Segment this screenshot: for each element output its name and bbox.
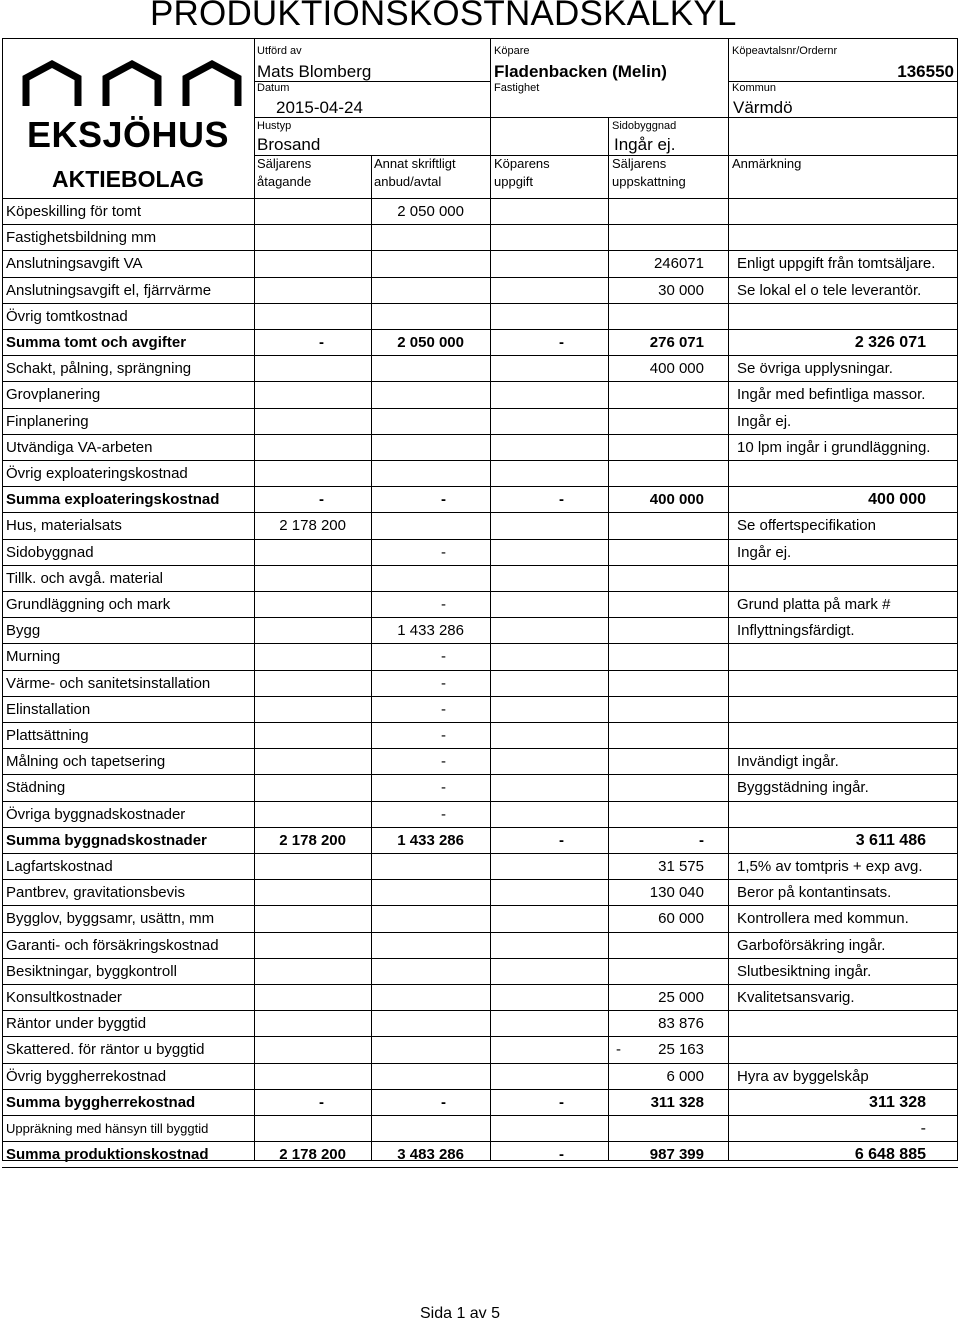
table-row xyxy=(2,512,958,538)
col2-value: - xyxy=(441,648,446,666)
row-label: Målning och tapetsering xyxy=(6,753,166,771)
col2-value: - xyxy=(441,1093,446,1111)
table-row xyxy=(2,565,958,591)
col2-value: - xyxy=(441,779,446,797)
col2-value: - xyxy=(441,491,446,509)
datum-label: Datum xyxy=(257,82,290,94)
col4-value: 130 040 xyxy=(649,884,704,902)
row-label: Summa produktionskostnad xyxy=(6,1146,209,1164)
row-note: 10 lpm ingår i grundläggning. xyxy=(737,438,931,456)
table-row xyxy=(2,617,958,643)
hustyp-label: Hustyp xyxy=(257,120,292,132)
table-row xyxy=(2,1115,958,1141)
hustyp-value: Brosand xyxy=(257,135,321,154)
row-label: Summa tomt och avgifter xyxy=(6,334,187,351)
row-note: Se övriga upplysningar. xyxy=(737,360,893,378)
row-label: Murning xyxy=(6,648,61,666)
row-total: 3 611 486 xyxy=(855,831,926,849)
col2-value: - xyxy=(441,727,446,744)
col3-value: - xyxy=(559,491,564,509)
col2-heading-line1: Annat skriftligt xyxy=(374,156,456,171)
col4-value: 6 000 xyxy=(666,1067,704,1085)
table-row xyxy=(2,748,958,774)
col2-value: 3 483 286 xyxy=(397,1146,464,1164)
table-row xyxy=(2,381,958,407)
table-row xyxy=(2,250,958,276)
row-label: Anslutningsavgift VA xyxy=(6,255,143,273)
col1-heading-line2: åtagande xyxy=(257,174,312,189)
row-note: Hyra av byggelskåp xyxy=(737,1067,869,1085)
table-row xyxy=(2,460,958,486)
row-label: Räntor under byggtid xyxy=(6,1015,147,1033)
row-note: Garboförsäkring ingår. xyxy=(737,936,886,954)
col3-value: - xyxy=(559,334,564,351)
col3-value: - xyxy=(559,831,564,849)
ordernr-label: Köpeavtalsnr/Ordernr xyxy=(732,45,838,57)
row-label: Bygglov, byggsamr, usättn, mm xyxy=(6,910,215,928)
row-note: 1,5% av tomtpris + exp avg. xyxy=(737,858,923,875)
table-row xyxy=(2,932,958,958)
col2-value: - xyxy=(441,753,446,771)
row-label: Bygg xyxy=(6,622,41,640)
company-suffix: AKTIEBOLAG xyxy=(51,166,205,192)
row-label: Utvändiga VA-arbeten xyxy=(6,438,153,456)
row-label: Tillk. och avgå. material xyxy=(6,569,164,587)
col4-value: 31 575 xyxy=(658,858,704,875)
row-label: Plattsättning xyxy=(6,727,89,744)
col4-value: 60 000 xyxy=(658,910,704,928)
col2-value: - xyxy=(441,596,446,613)
row-note: Beror på kontantinsats. xyxy=(737,884,892,902)
row-label: Städning xyxy=(6,779,66,797)
row-label: Grovplanering xyxy=(6,386,101,404)
table-row xyxy=(2,355,958,381)
table-row xyxy=(2,329,958,355)
company-name: EKSJÖHUS xyxy=(26,114,230,155)
col4-value: 276 071 xyxy=(649,334,704,351)
row-note: Grund platta på mark # xyxy=(737,596,891,613)
row-label: Övrig byggherrekostnad xyxy=(6,1067,167,1085)
col1-heading-line1: Säljarens xyxy=(257,156,312,171)
table-row xyxy=(2,198,958,224)
col4-heading-line1: Säljarens xyxy=(612,156,667,171)
col2-value: - xyxy=(441,700,446,718)
table-row xyxy=(2,853,958,879)
col4-value: 25 000 xyxy=(658,989,704,1006)
row-label: Fastighetsbildning mm xyxy=(6,229,157,247)
col1-value: - xyxy=(319,1093,324,1111)
table-row xyxy=(2,722,958,748)
row-label: Lagfartskostnad xyxy=(6,858,113,875)
row-note: Ingår med befintliga massor. xyxy=(737,386,926,404)
row-note: Ingår ej. xyxy=(737,412,792,430)
col4-value: 30 000 xyxy=(658,281,704,299)
table-row xyxy=(2,670,958,696)
table-row xyxy=(2,486,958,512)
col4-prefix: - xyxy=(616,1041,621,1059)
row-label: Övrig tomtkostnad xyxy=(6,307,128,325)
col2-heading-line2: anbud/avtal xyxy=(374,174,442,189)
col5-heading: Anmärkning xyxy=(732,156,802,171)
col4-value: 83 876 xyxy=(658,1015,704,1033)
row-total: 2 326 071 xyxy=(854,334,926,351)
table-row xyxy=(2,591,958,617)
col1-value: - xyxy=(319,491,324,509)
row-note: Inflyttningsfärdigt. xyxy=(737,622,855,640)
row-label: Pantbrev, gravitationsbevis xyxy=(6,884,185,902)
col2-value: - xyxy=(441,543,446,561)
kommun-value: Värmdö xyxy=(733,98,793,117)
row-label: Övrig exploateringskostnad xyxy=(6,465,188,482)
col1-value: 2 178 200 xyxy=(279,517,346,535)
row-label: Sidobyggnad xyxy=(6,543,94,561)
company-logo xyxy=(2,38,254,198)
row-label: Övriga byggnadskostnader xyxy=(6,805,186,823)
row-label: Grundläggning och mark xyxy=(6,596,171,613)
table-row xyxy=(2,224,958,250)
col4-value: 311 328 xyxy=(650,1093,704,1111)
row-label: Schakt, pålning, sprängning xyxy=(6,360,192,378)
utford-av-value: Mats Blomberg xyxy=(257,62,372,81)
col1-value: 2 178 200 xyxy=(279,831,346,849)
col4-value: 400 000 xyxy=(649,360,704,378)
row-label: Elinstallation xyxy=(6,700,91,718)
table-row xyxy=(2,801,958,827)
row-label: Skattered. för räntor u byggtid xyxy=(6,1041,205,1059)
row-total: 400 000 xyxy=(868,491,926,509)
row-total: - xyxy=(920,1120,926,1137)
table-row xyxy=(2,643,958,669)
col1-value: 2 178 200 xyxy=(279,1146,346,1164)
kommun-label: Kommun xyxy=(732,82,777,94)
page-number: Sida 1 av 5 xyxy=(419,1305,501,1322)
col2-value: 2 050 000 xyxy=(397,334,464,351)
table-row xyxy=(2,1036,958,1062)
house-icons xyxy=(22,60,244,110)
row-label: Köpeskilling för tomt xyxy=(6,203,142,220)
fastighet-label: Fastighet xyxy=(494,82,540,94)
col3-value: - xyxy=(559,1093,564,1111)
row-note: Invändigt ingår. xyxy=(737,753,839,771)
table-row xyxy=(2,434,958,460)
table-row xyxy=(2,303,958,329)
col2-value: - xyxy=(441,805,446,823)
col3-heading-line2: uppgift xyxy=(494,174,534,189)
col2-value: 1 433 286 xyxy=(397,622,464,640)
table-row xyxy=(2,1089,958,1115)
row-label: Hus, materialsats xyxy=(6,517,122,535)
row-total: 311 328 xyxy=(869,1093,926,1111)
col4-value: 400 000 xyxy=(649,491,704,509)
row-note: Kvalitetsansvarig. xyxy=(737,989,855,1006)
row-note: Kontrollera med kommun. xyxy=(737,910,909,928)
row-label: Uppräkning med hänsyn till byggtid xyxy=(6,1121,209,1136)
col2-value: 1 433 286 xyxy=(397,831,464,849)
datum-value: 2015-04-24 xyxy=(276,98,363,117)
col3-value: - xyxy=(559,1146,564,1164)
row-note: Se offertspecifikation xyxy=(737,517,876,535)
sidobyggnad-value: Ingår ej. xyxy=(614,135,676,154)
table-row xyxy=(2,408,958,434)
table-row xyxy=(2,277,958,303)
row-note: Enligt uppgift från tomtsäljare. xyxy=(737,255,936,273)
col4-value: 246071 xyxy=(653,255,704,273)
row-label: Konsultkostnader xyxy=(6,989,122,1006)
kopare-label: Köpare xyxy=(494,45,530,57)
col1-value: - xyxy=(319,334,324,351)
kopare-value: Fladenbacken (Melin) xyxy=(494,62,667,81)
row-label: Summa byggherrekostnad xyxy=(6,1093,196,1111)
row-label: Värme- och sanitetsinstallation xyxy=(6,674,211,692)
table-row xyxy=(2,879,958,905)
row-label: Summa exploateringskostnad xyxy=(6,491,220,509)
table-row xyxy=(2,539,958,565)
table-row xyxy=(2,984,958,1010)
table-row xyxy=(2,958,958,984)
row-total: 6 648 885 xyxy=(854,1146,926,1164)
col3-heading-line1: Köparens xyxy=(494,156,550,171)
ordernr-value: 136550 xyxy=(897,62,954,81)
col2-value: - xyxy=(441,674,446,692)
utford-av-label: Utförd av xyxy=(257,45,302,57)
page-title: PRODUKTIONSKOSTNADSKALKYL xyxy=(150,0,737,33)
col4-value: - xyxy=(699,831,704,849)
row-label: Summa byggnadskostnader xyxy=(6,831,207,849)
row-label: Garanti- och försäkringskostnad xyxy=(6,936,219,954)
row-label: Anslutningsavgift el, fjärrvärme xyxy=(6,281,212,299)
row-note: Byggstädning ingår. xyxy=(737,779,869,797)
col4-heading-line2: uppskattning xyxy=(612,174,686,189)
row-note: Se lokal el o tele leverantör. xyxy=(737,281,922,299)
row-label: Besiktningar, byggkontroll xyxy=(6,962,177,980)
table-row xyxy=(2,696,958,722)
table-row xyxy=(2,905,958,931)
table-row xyxy=(2,1063,958,1089)
table-row xyxy=(2,774,958,800)
col4-value: 25 163 xyxy=(658,1041,704,1059)
row-note: Ingår ej. xyxy=(737,543,792,561)
table-row xyxy=(2,1010,958,1036)
table-row xyxy=(2,827,958,853)
row-note: Slutbesiktning ingår. xyxy=(737,962,872,980)
table-row xyxy=(2,1141,958,1167)
sidobyggnad-label: Sidobyggnad xyxy=(612,120,677,132)
col2-value: 2 050 000 xyxy=(397,203,464,220)
row-label: Finplanering xyxy=(6,412,89,430)
col4-value: 987 399 xyxy=(649,1146,704,1164)
